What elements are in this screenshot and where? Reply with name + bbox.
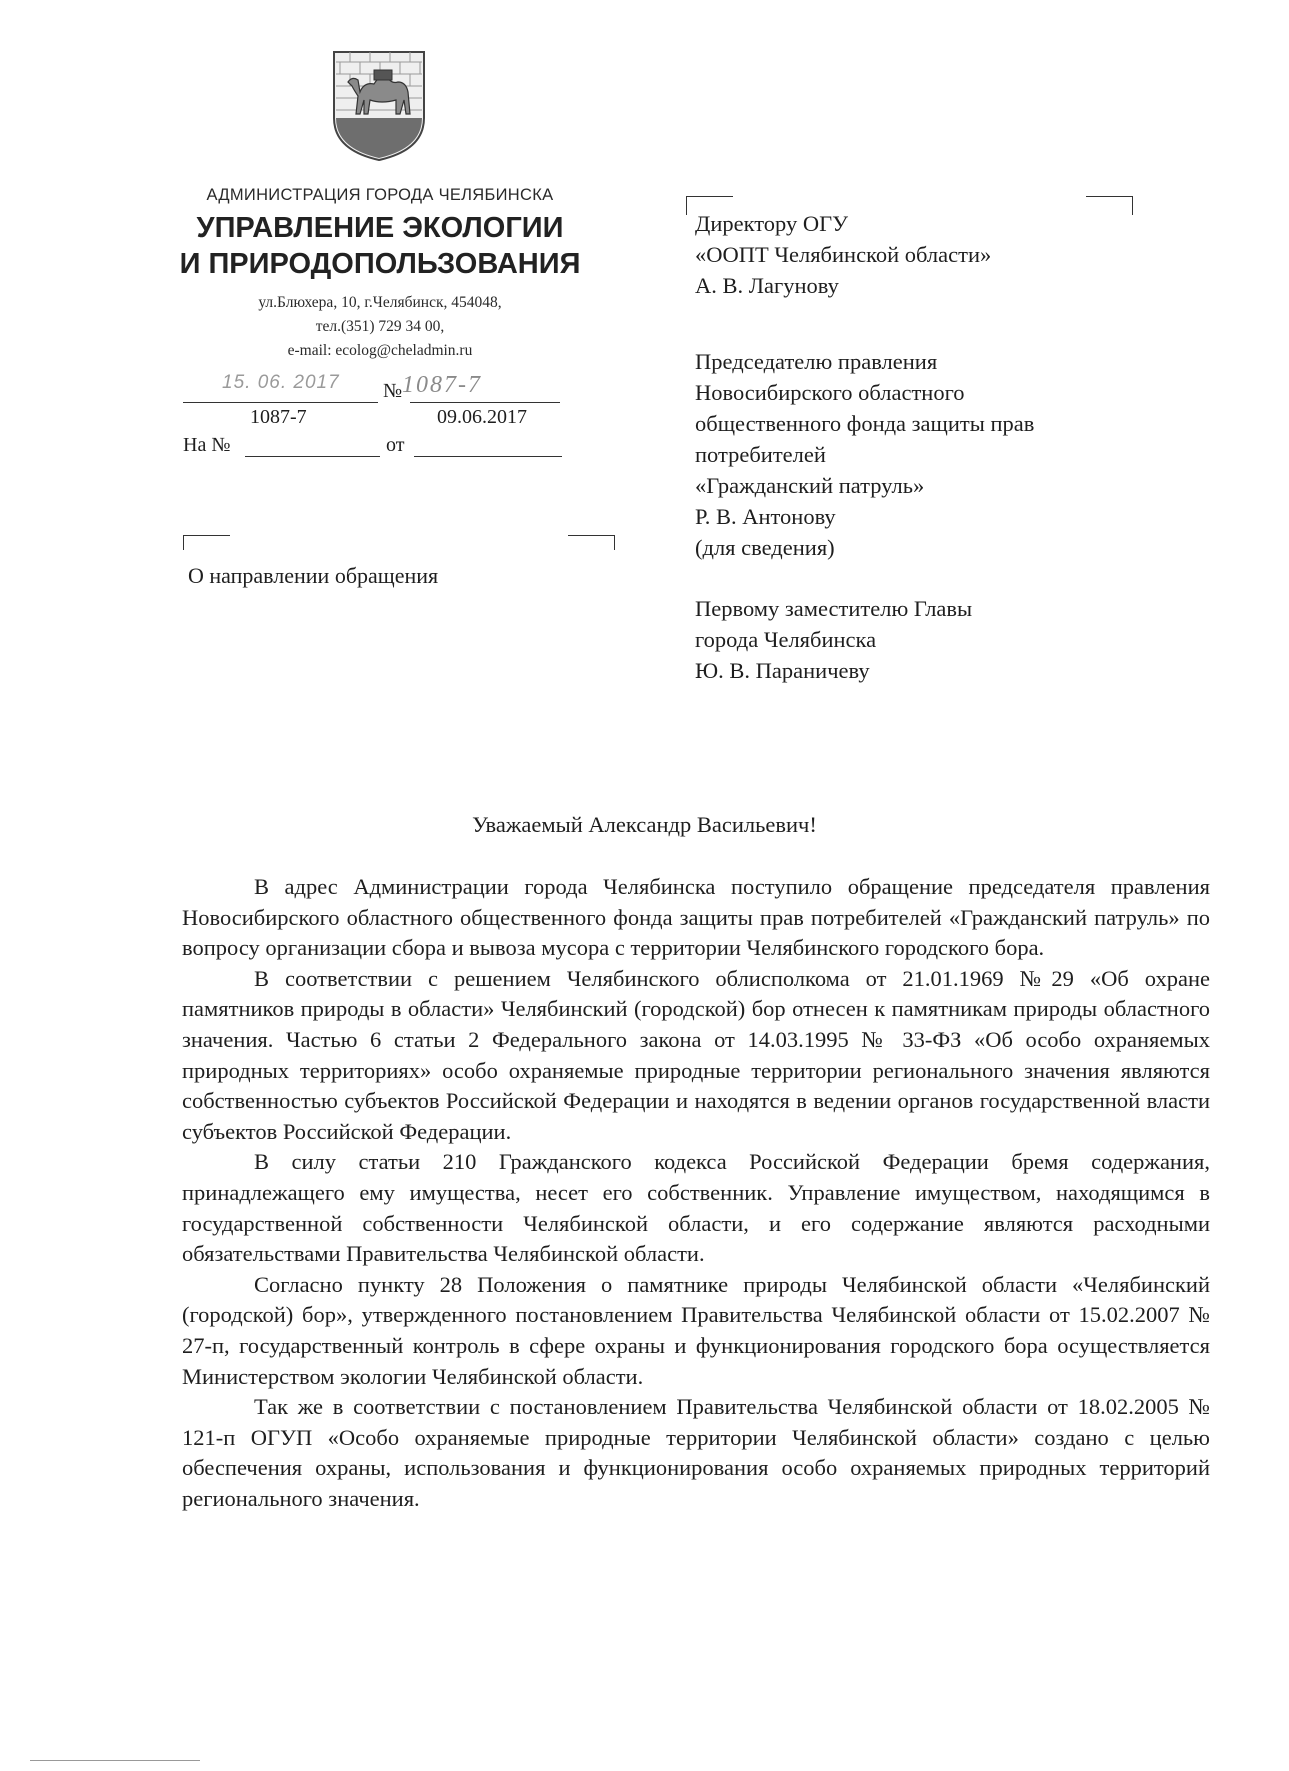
recipient-line: потребителей [695, 442, 826, 467]
recipient-director [695, 208, 991, 301]
subject-corner-right [568, 535, 615, 550]
number-underline [410, 402, 560, 403]
body-paragraph: В соответствии с решением Челябинского облисполкома от 21.01.1969 №29 «Об охране памятников природы в области» Челябинский (городской) бор отнесен к памятникам природы областного значения. Частью 6 статьи 2 Федерального закона от 14.03.1995 № 33-ФЗ «Об особо охраняемых природных территориях» особо охраняемые природные территории регионального значения являются собственностью субъектов Российской Федерации и находятся в ведении органов государственной власти субъектов Российской Федерации. [182, 965, 1210, 1144]
recipient-line: Новосибирского областного [695, 380, 965, 405]
stamp-date: 15. 06. 2017 [222, 372, 340, 393]
date-underline [183, 402, 378, 403]
recipient-line: Ю. В. Параничеву [695, 658, 870, 683]
coat-of-arms-camel-icon [330, 48, 428, 163]
letter-body [182, 872, 1210, 1514]
recipient-line: А. В. Лагунову [695, 273, 839, 298]
letter-subject: О направлении обращения [188, 563, 439, 588]
body-paragraph: Согласно пункту 28 Положения о памятнике природы Челябинской области «Челябинский (городской) бор», утвержденного постановлением Правительства Челябинской области от 15.02.2007 № 27-п, государственный контроль в сфере охраны и функционирования городского бора осуществляется Министерством экологии Челябинской области. [182, 1271, 1210, 1389]
recipient-line: Р. В. Антонову [695, 504, 836, 529]
administration-name: АДМИНИСТРАЦИЯ ГОРОДА ЧЕЛЯБИНСКА [206, 186, 554, 204]
department-name-line1: УПРАВЛЕНИЕ ЭКОЛОГИИ [196, 212, 564, 244]
address-email: e-mail: ecolog@cheladmin.ru [287, 342, 473, 359]
number-sign: № [383, 380, 403, 402]
address-phone: тел.(351) 729 34 00, [315, 318, 445, 335]
footer-divider [30, 1760, 200, 1761]
recipient-line: Председателю правления [695, 349, 938, 374]
body-paragraph: В силу статьи 210 Гражданского кодекса Российской Федерации бремя содержания, принадлежащего ему имущества, несет его собственник. Управление имуществом, находящимся в государственной собственности Челябинской области, и его содержание являются расходными обязательствами Правительства Челябинской области. [182, 1149, 1210, 1267]
greeting: Уважаемый Александр Васильевич! [472, 812, 817, 837]
recipient-line: «Гражданский патруль» [695, 473, 925, 498]
reply-to-number-label: На № [183, 434, 231, 456]
registration-date: 09.06.2017 [437, 406, 527, 428]
body-paragraph: В адрес Администрации города Челябинска поступило обращение председателя правления Новосибирского областного общественного фонда защиты прав потребителей «Гражданский патруль» по вопросу организации сбора и вывоза мусора с территории Челябинского городского бора. [182, 874, 1210, 961]
recipient-deputy-head [695, 593, 972, 686]
department-name-line2: И ПРИРОДОПОЛЬЗОВАНИЯ [179, 248, 581, 280]
stamp-number-handwritten: 1087-7 [402, 372, 482, 398]
registration-number: 1087-7 [250, 406, 307, 428]
reply-date-underline [414, 456, 562, 457]
recipient-line: города Челябинска [695, 627, 877, 652]
body-paragraph: Так же в соответствии с постановлением Правительства Челябинской области от 18.02.2005 № 121-п ОГУП «Особо охраняемые природные территории Челябинской области» создано с целью обеспечения охраны, использования и функционирования особо охраняемых природных территорий регионального значения. [182, 1394, 1210, 1511]
recipient-chairman [695, 346, 1034, 563]
recipient-line: общественного фонда защиты прав [695, 411, 1035, 436]
recipient-corner-right [1086, 196, 1133, 215]
recipient-line: «ООПТ Челябинской области» [695, 242, 992, 267]
recipient-line: (для сведения) [695, 535, 835, 560]
address-street: ул.Блюхера, 10, г.Челябинск, 454048, [258, 294, 502, 311]
reply-from-label: от [386, 434, 405, 456]
recipient-line: Первому заместителю Главы [695, 596, 973, 621]
subject-corner-left [183, 535, 230, 550]
recipient-line: Директору ОГУ [695, 211, 849, 236]
reply-number-underline [245, 456, 380, 457]
